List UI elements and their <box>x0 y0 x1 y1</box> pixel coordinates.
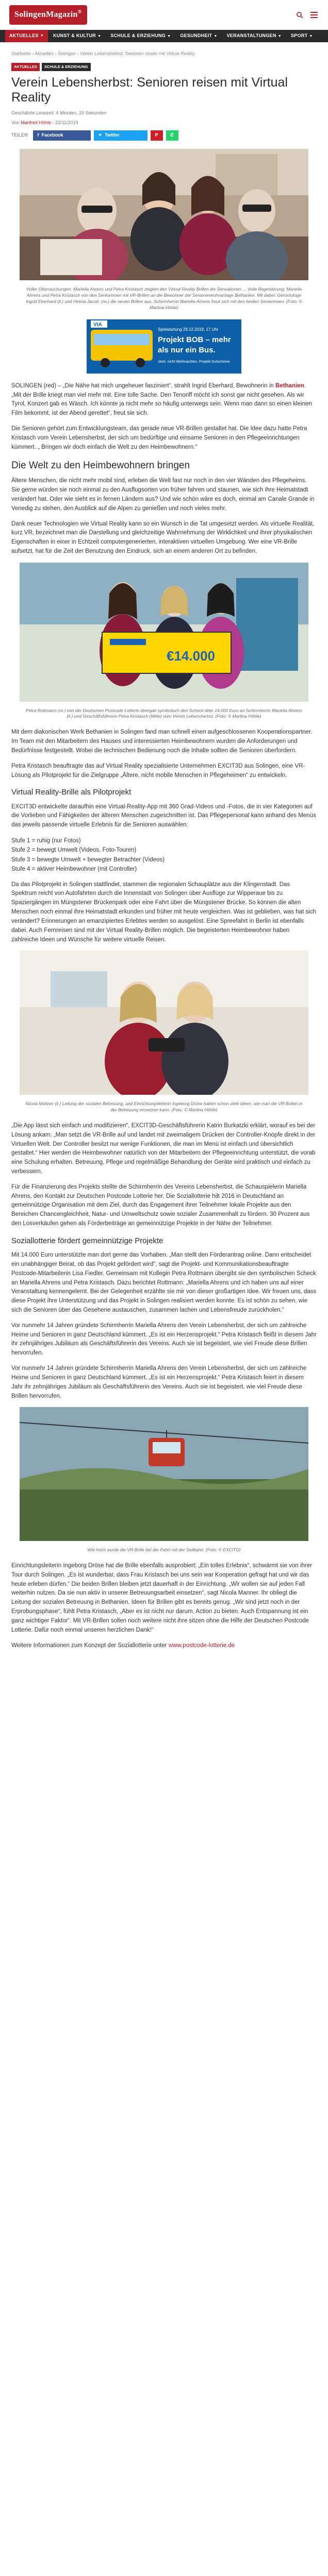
paragraph-8: Da das Pilotprojekt in Solingen stattfindet, stammen die regionalen Schauplätze aus der Klingenstadt. Das Spektrum reicht von Autofahrten durch die Innenstadt von Solingen über Ausflüge zur Wipperaue bis zu Spaziergängen im Müngstener Brückenpark oder eine Fahrt über die Müngstener Brücke. So können die alten Menschen noch einmal ihre Heimatstadt erkunden und früher mit heute vergleichen. Was ist geblieben, was hat sich verändert? Erinnerungen an emanzipiertes Erlebtes werden so ausgelöst. Eine Spreefahrt in Berlin ist ebenfalls dabei. Auch Fernreisen sind mit der Virtual Reality-Brillen möglich. Die begeisterten Heimbewohner haben zahlreiche Ideen und Wünsche für weitere virtuelle Reisen. <box>11 881 316 943</box>
share-facebook-button[interactable] <box>33 130 91 141</box>
article-photo-3 <box>20 951 308 1098</box>
photo-two-women-vr <box>20 951 308 1095</box>
nav-item-veranstaltungen[interactable]: VERANSTALTUNGEN ▼ <box>226 33 282 39</box>
reading-time: Geschätzte Lesezeit: 4 Minuten, 20 Sekunden <box>11 110 107 115</box>
paragraph-5: Mit dem diakonischen Werk Bethanien in Solingen fand man schnell einen aufgeschlossenen Kooperationspartner. Im Team mit den Mitarbeitern des Hauses und interessierten Heimbewohnern wurden die Anforderungen und Bedürfnisse festgestellt. Wobei die technischen Bedienung noch die Inhalte sollten die Senioren überfordern. <box>11 729 313 754</box>
author-link[interactable]: Manfred Höhle <box>21 120 52 125</box>
photo-caption-4: Wie hoch wurde die VR-Brille bei der Fahrt mit der Seilbahn. (Foto: © EXCITO) <box>87 1547 241 1553</box>
category-tags <box>11 63 317 71</box>
ad-line-4: Jetzt, nicht Weihnachten, Projekt-Gutscheine. <box>158 360 231 364</box>
twitter-icon: ✦ <box>98 132 103 138</box>
article-meta <box>11 120 317 127</box>
facebook-icon: f <box>37 132 39 138</box>
breadcrumb-text[interactable]: Startseite › Aktuelles › Solingen › Verein Lebensherbst: Senioren reisen mit Virtual Reality <box>11 51 195 56</box>
nav-item-aktuelles[interactable]: AKTUELLES ▼ <box>5 30 48 42</box>
paragraph-11: Mit 14.000 Euro unterstützte man dort gerne das Vorhaben. „Man stellt den Förderantrag online. Dann entscheidet ein unabhängiger Beirat, ob das Projekt gefördert wird“, sagt die Projekt- und Kommunikationsbeauftragte Postcode-Mitarbeiterin Lisa Fiedler. Gemeinsam mit Kollegin Petra Rottmann übergibt sie den symbolischen Scheck an Mariella Ahrens und Petra Kristasch. Dazu berichtet Rottmann: „Mariella Ahrens und ich haben uns auf einer Veranstaltung kennengelernt. Bei der Gelegenheit erzählte sie mir von dieser großartigen Idee. Wir freuen uns, dass diese Projekt ihre Unterstützung und das Projekt in Solingen realisiert werden konnte. Es ist schön zu sehen, wie sich die Senioren über das Gesehene austauschen, zusammen lachen und Lebensfreude zurückholen.“ <box>11 1252 317 1313</box>
link-bethanien[interactable]: Bethanien <box>275 382 304 389</box>
chevron-down-icon: ▼ <box>214 35 218 39</box>
share-twitter-button[interactable] <box>94 130 147 141</box>
article-photo-1 <box>20 149 308 284</box>
paragraph-15-lead: Weitere Informationen zum Konzept der Soziallotterie unter <box>11 1642 167 1649</box>
list-item: Stufe 1 = ruhig (nur Fotos) <box>11 838 81 844</box>
list-item: Stufe 2 = bewegt Umwelt (Videos, Foto-Touren) <box>11 847 137 854</box>
menu-icon[interactable] <box>309 10 319 20</box>
share-pinterest-button[interactable] <box>151 130 163 141</box>
chevron-down-icon: ▼ <box>277 35 282 39</box>
nav-item-gesundheit[interactable]: GESUNDHEIT ▼ <box>180 33 218 39</box>
paragraph-6: Petra Kristasch beauftragte das auf Virtual Reality spezialisierte Unternehmen EXCIT3D aus Solingen, eine VR-Lösung als Pilotprojekt für die Zielgruppe „Ältere, nicht mobile Menschen in Pflegeheimen“ zu entwickeln. <box>11 762 305 778</box>
tag-schule-erziehung[interactable]: SCHULE & ERZIEHUNG <box>42 63 91 71</box>
site-header <box>0 0 328 30</box>
share-twitter-label: Twitter <box>105 132 120 138</box>
nav-item-kunst-kultur[interactable]: KUNST & KULTUR ▼ <box>53 33 102 39</box>
publish-date: - 22/11/2019 <box>52 120 78 125</box>
share-facebook-label: Facebook <box>41 132 63 138</box>
article-photo-4 <box>20 1407 308 1545</box>
paragraph-2: Die Senioren gehört zum Entwicklungsteam, das gerade neue VR-Brillen gestaltet hat. Die Idee dazu hatte Petra Kristasch vom Verein Lebensherbst, der sich um bedürftige und einsame Senioren in den Pflegeeinrichtungen kümmert. „ Bringen wir doch einfach die Welt zu den Heimbewohnern.“ <box>11 426 307 450</box>
photo-caption-1: Voller Überraschungen: Mariella Ahrens und Petra Kristasch zeigten den Virtual Reality Brillen die Sensationen ... Volle Begeisterung: Mariella Ahrens und Petra Kristasch von den Seniorinnen mit VR-Brillen an die Bewohner der Seniorenwohnanlage Bethanien. Mit dabei: Gerontologe Ingrid Eberhard (li.) und Helma Jacob. (re.) die neuen Brillen aus. Schirmherrin Mariella Ahrens freut sich mit den beiden Seniorinnen. (Foto: © Martina Höhle) <box>26 286 302 310</box>
paragraph-13: Vor nunmehr 14 Jahren gründete Schirmherrin Mariella Ahrens den Verein Lebensherbst, der sich um zahlreiche Heime und Senioren in ganz Deutschland kümmert. „Es ist ein Herzensprojekt.“ Petra Kristasch feiert in diesem Jahr ihr zehnjähriges Jubiläum als Geschäftsführerin des Vereins. Auch sie ist begeistert, wie viel Freude diese Brillen hervorrufen. <box>11 1365 307 1399</box>
paragraph-9: „Die App lässt sich einfach und modifizieren“, EXCIT3D-Geschäftsführerin Katrin Burkatzki erklärt, worauf es bei der Lösung ankam: „Man setzt die VR-Brille auf und landet mit zweimaligem Drücken der Controller-Knöpfe direkt in der Virtuellen Welt. Der Controller besitzt nur wenige Funktionen, die man im Menü ist einfach und übersichtlich gestaltet.“ Hier werden die Heimbewohner natürlich von der Mitarbeitern der Pflegeeinrichtung unterstützt, die vorab eine Schulung erhalten. Betreuung, Pflege und regelmäßige Behandlung der Geräte wird praktisch und einfach zu verbessern. <box>11 1122 316 1175</box>
article-photo-2 <box>20 563 308 705</box>
share-label: TEILEN <box>11 132 28 138</box>
chevron-down-icon: ▼ <box>167 35 171 39</box>
pinterest-icon: P <box>155 132 158 138</box>
paragraph-1 <box>11 382 317 418</box>
paragraph-7: EXCIT3D entwickelte daraufhin eine Virtual-Reality-App mit 360 Grad-Videos und -Fotos, die in vier Kategorien auf die Vorlieben und Fähigkeiten der älteren Menschen zugeschnitten ist. Das Pflegepersonal kann anhand des Menüs das jeweils passende virtuelle Erlebnis für die Senioren auswählen: <box>11 803 316 828</box>
tag-aktuelles[interactable]: AKTUELLES <box>11 63 40 71</box>
nav-item-sport[interactable]: SPORT ▼ <box>291 33 313 39</box>
section-heading-1: Die Welt zu den Heimbewohnern bringen <box>11 460 190 471</box>
ad-logo: VIA <box>93 321 102 328</box>
ad-line-1: Spielstartung 29.12.2019, 17 Uhr <box>158 327 219 332</box>
photo-seniors-vr-glasses <box>20 149 308 280</box>
photo-caption-3: Nicola Mahner (li.) Leitung der sozialen Betreuung, und Einrichtungsleiterin Ingeborg Dröse haben schon viele Ideen, wie man die VR-Brillen in der Betreuung einsetzen kann. (Foto: © Martina Höhle) <box>25 1101 303 1113</box>
chevron-down-icon: ▼ <box>309 35 313 39</box>
paragraph-4: Dank neuer Technologien wie Virtual Reality kann so ein Wunsch in die Tat umgesetzt werden. Als virtuelle Realität, kurz VR, bezeichnet man die Darstellung und gleichzeitige Wahrnehmung der Wirklichkeit und ihrer physikalischen Eigenschaften in einer in Echtzeit computergenerierten, interaktiven virtuellen Umgebung. Wer eine VR-Brille aufsetzt, hat für die Zeit der Benutzung den Eindruck, sich an einem anderen Ort zu befinden. <box>11 520 315 554</box>
chevron-down-icon: ▼ <box>40 33 44 38</box>
paragraph-12: Vor nunmehr 14 Jahren gründete Schirmherrin Mariella Ahrens den Verein Lebensherbst, der sich um zahlreiche Heime und Senioren in ganz Deutschland kümmert. „Es ist ein Herzensprojekt.“ Petra Kristasch fleißt in diesem Jahr ihr zehnjähriges Jubiläum als Geschäftsführerin des Vereins. Auch sie ist begeistert, wie viel Freude diese Brillen hervorrufen. <box>11 1322 317 1357</box>
paragraph-15 <box>11 1641 317 1651</box>
ad-line-3: als nur ein Bus. <box>158 345 216 354</box>
paragraph-10: Für die Finanzierung des Projekts stellte die Schirmherrin des Vereins Lebensherbst, die Schauspielerin Mariella Ahrens, den Kontakt zur Deutschen Postcode Lotterie her. Die Soziallotterie hilt 2016 in Deutschland an gemeinnützige Organisation mit dem Ziel, durch das Engagement ihrer Teilnehmer lokale Projekte aus den Bereichen Chancengleichheit, Natur- und Umweltschutz sowie sozialer Zusammenhalt zu fördern. 30 Prozent aus den Losverkäufen gehen als Förderbeiträge an gemeinnützige Projekte in der Nähe der Teilnehmer. <box>11 1183 310 1227</box>
photo-cable-car-vr-view <box>20 1407 308 1541</box>
paragraph-3: Ältere Menschen, die nicht mehr mobil sind, erleben die Welt fast nur noch in den vier Wänden des Pflegeheims. Sie gerne würden sie noch einmal zu den Ausflugsorten von früher fahren und staunen, wie sich ihre Heimatstadt verändert hat. Oder wie sieht es in fernen Ländern aus? Und wie schön wäre es doch, einmal am Canale Grande in Venedig zu stehen, den Ausblick auf die Alpen zu genießen und noch vieles mehr. <box>11 478 315 512</box>
ad-bus-image <box>87 319 241 374</box>
advertisement-banner[interactable] <box>87 319 241 374</box>
author-prefix: Von <box>11 120 20 125</box>
svg-text:€14.000: €14.000 <box>167 648 215 664</box>
stufen-list <box>11 836 317 874</box>
list-item: Stufe 4 = aktiver Heimbewohner (mit Controller) <box>11 866 137 873</box>
share-bar <box>11 130 317 141</box>
article-title: Verein Lebensherbst: Senioren reisen mit Virtual Reality <box>11 75 288 105</box>
paragraph-1-rest: . „Mit der Brille kriegt man viel mehr mit. Eine tolle Sache. Den Tenoriff möcht ich sonst gar nicht gesehen. Als wir Tyrol, Konzert gab es Wäsch. Ich könnte ja nicht mehr so häufig unterwegs sein. Wenn man dann so einen kleinen Film bekommt, ist der Abend gerettet“, freut sie sich. <box>11 382 312 417</box>
paragraph-1-lead: SOLINGEN (red) – „Die Nähe hat mich ungeheuer fasziniert“, strahlt Ingrid Eberhard, Bewohnerin in <box>11 382 274 389</box>
chevron-down-icon: ▼ <box>97 35 102 39</box>
section-heading-3: Soziallotterie fördert gemeinnützige Projekte <box>11 1236 163 1245</box>
section-heading-2: Virtual Reality-Brille als Pilotprojekt <box>11 788 132 797</box>
whatsapp-icon: ✆ <box>170 132 174 138</box>
paragraph-14: Einrichtungsleiterin Ingeborg Dröse hat die Brille ebenfalls ausprobiert: „Ein tolles Erlebnis“, schwärmt sie von ihrer Tour durch Solingen. „Es ist wunderbar, dass Frau Kristasch bei uns sein war Kooperation gefragt hat und wir das heute erleben dürfen.“ Die beiden Brillen bleiben jetzt dauerhaft in der Einrichtung. „Wir wollen sie auf jeden Fall weiterhin nutzen. Da sie nun aktiv in unserer Betreuungsarbeit einsetzen“, sagt Nicola Manner. Ihr obliegt die Leitung der sozialen Betreuung in Bethanien. Ideen für Brillen gibt es bereits genug. „Wir sind jetzt noch in der Erprobungsphase“, fühlt Petra Kristasch, „Aber es ist nicht nur darum, Action zu bieten. Auch Entspannung ist ein ganz wichtiger Faktor“. Mit VR-Brillen sollen noch weitere nicht ihre sitzen ohne die Hilfe der Deutschen Postcode Lotterie. Dafür noch einmal unseren herzlichen Dank!“ <box>11 1563 312 1633</box>
share-whatsapp-button[interactable] <box>166 130 178 141</box>
main-navigation <box>0 30 328 42</box>
link-postcode-lotterie[interactable]: www.postcode-lotterie.de <box>168 1642 235 1649</box>
photo-caption-2: Petra Rottmann (re.) von der Deutschen Postcode Lotterie übergab symbolisch den Scheck über 14.000 Euro an Schirmherrin Mariella Ahrens (li.) und Geschäftsführerin Petra Kristasch (Mitte) vom Verein Lebensherbst. (Foto: © Martina Höhle) <box>26 707 302 719</box>
list-item: Stufe 3 = bewegte Umwelt + bewegter Betrachter (Videos) <box>11 856 165 863</box>
search-icon[interactable] <box>295 10 304 20</box>
ad-line-2: Projekt BOB – mehr <box>158 335 231 344</box>
photo-check-handover <box>20 563 308 702</box>
breadcrumb <box>11 50 317 58</box>
site-logo[interactable]: SolingenMagazin® <box>9 5 87 24</box>
nav-item-schule-erziehung[interactable]: SCHULE & ERZIEHUNG ▼ <box>110 33 171 39</box>
